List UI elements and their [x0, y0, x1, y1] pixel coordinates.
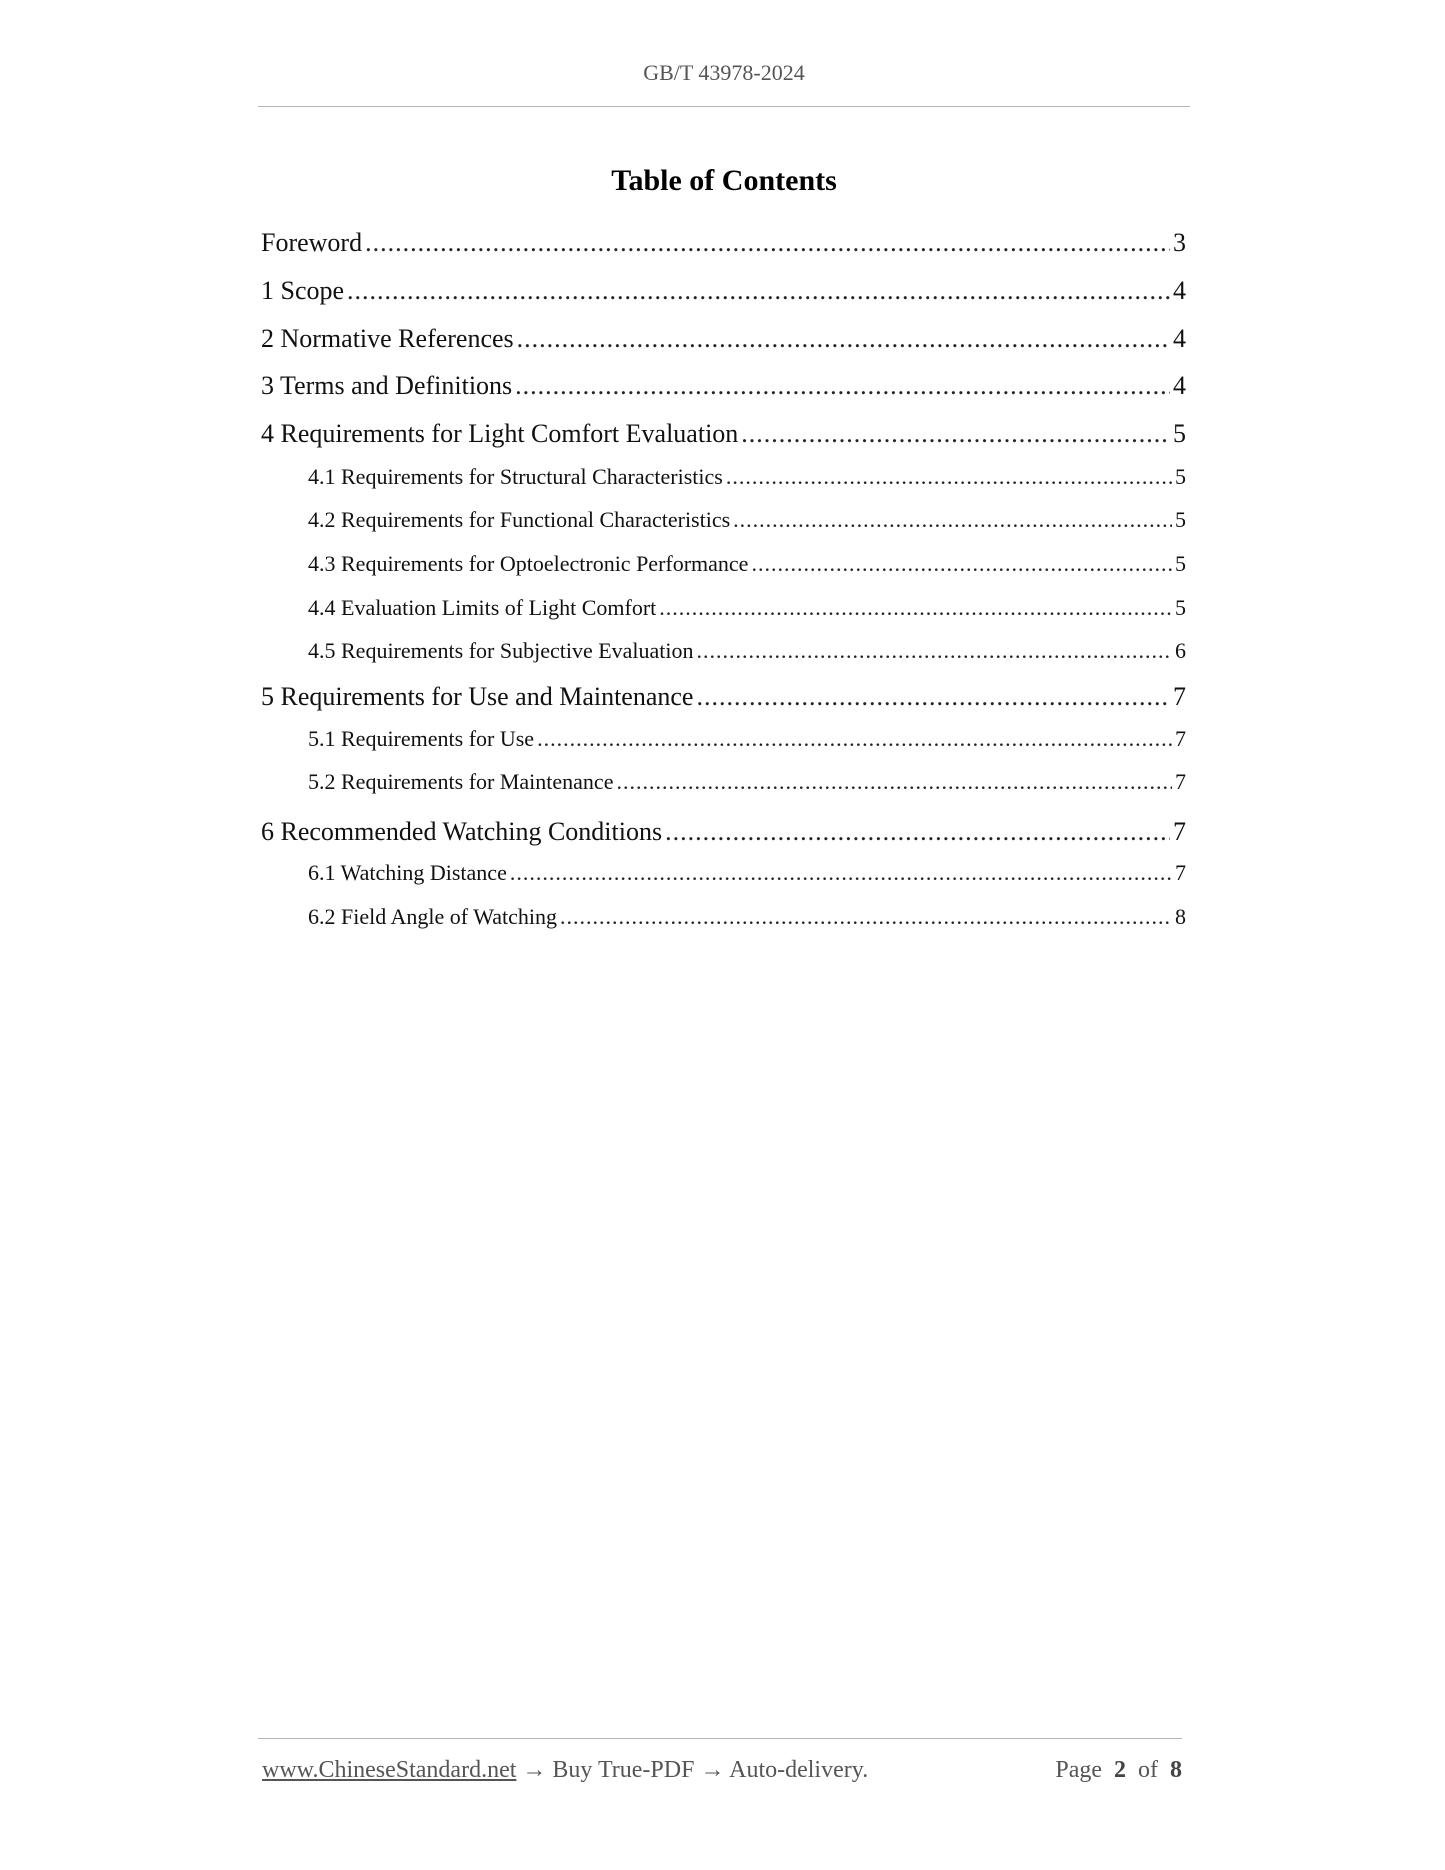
toc-entry-page: 5: [1175, 507, 1186, 532]
toc-entry[interactable]: [261, 419, 1186, 449]
toc-entry[interactable]: [308, 595, 1186, 621]
toc-entry[interactable]: [308, 726, 1186, 752]
toc-entry[interactable]: [308, 464, 1186, 490]
toc-dot-leader: [510, 860, 1172, 886]
toc-dot-leader: [560, 904, 1172, 930]
toc-entry-page: 8: [1175, 904, 1186, 929]
footer-promo-text: → Buy True-PDF → Auto-delivery.: [516, 1757, 869, 1783]
toc-entry[interactable]: [261, 817, 1186, 847]
toc-entry-label: 4.5 Requirements for Subjective Evaluation: [308, 638, 694, 663]
toc-entry-label: 5.2 Requirements for Maintenance: [308, 769, 614, 794]
toc-dot-leader: [741, 419, 1170, 449]
page-number: [1055, 1757, 1182, 1784]
toc-dot-leader: [726, 464, 1172, 490]
toc-entry-page: 4: [1173, 371, 1186, 400]
toc-entry[interactable]: [308, 507, 1186, 533]
page-header: GB/T 43978-2024: [643, 60, 805, 85]
total-pages-number: 8: [1170, 1757, 1182, 1783]
toc-entry-label: Foreword: [261, 228, 363, 257]
toc-entry-page: 7: [1175, 769, 1186, 794]
toc-entry[interactable]: [261, 682, 1186, 712]
toc-entry-page: 5: [1175, 595, 1186, 620]
toc-dot-leader: [733, 507, 1172, 533]
toc-dot-leader: [751, 551, 1172, 577]
toc-entry-label: 4.2 Requirements for Functional Characteristics: [308, 507, 731, 532]
toc-entry-page: 7: [1175, 860, 1186, 885]
toc-entry-label: 4 Requirements for Light Comfort Evaluation: [261, 419, 739, 448]
toc-entry[interactable]: [261, 228, 1186, 258]
toc-dot-leader: [517, 324, 1170, 354]
toc-entry-label: 4.1 Requirements for Structural Characteristics: [308, 464, 723, 489]
toc-entry-page: 5: [1173, 419, 1186, 448]
website-link[interactable]: www.ChineseStandard.net: [262, 1757, 517, 1783]
toc-dot-leader: [659, 595, 1172, 621]
toc-entry[interactable]: [261, 371, 1186, 401]
toc-entry[interactable]: [261, 276, 1186, 306]
toc-entry[interactable]: [308, 904, 1186, 930]
toc-entry-label: 6.1 Watching Distance: [308, 860, 507, 885]
toc-entry-page: 3: [1173, 228, 1186, 257]
toc-entry-page: 7: [1173, 682, 1186, 711]
toc-entry-label: 6.2 Field Angle of Watching: [308, 904, 557, 929]
toc-dot-leader: [616, 769, 1172, 795]
toc-entry[interactable]: [308, 551, 1186, 577]
toc-entry-page: 7: [1175, 726, 1186, 751]
header-divider: [258, 106, 1190, 107]
toc-entry-page: 7: [1173, 817, 1186, 846]
footer-divider: [258, 1738, 1182, 1739]
toc-dot-leader: [697, 638, 1172, 664]
toc-entry-page: 5: [1175, 464, 1186, 489]
toc-dot-leader: [515, 371, 1170, 401]
toc-entry-label: 4.3 Requirements for Optoelectronic Performance: [308, 551, 749, 576]
toc-entry-label: 5 Requirements for Use and Maintenance: [261, 682, 694, 711]
toc-entry-label: 4.4 Evaluation Limits of Light Comfort: [308, 595, 657, 620]
toc-entry[interactable]: [308, 860, 1186, 886]
toc-title: Table of Contents: [611, 164, 837, 197]
footer-promo: [262, 1757, 868, 1784]
toc-dot-leader: [665, 817, 1170, 847]
toc-entry-label: 2 Normative References: [261, 324, 514, 353]
toc-entry-page: 4: [1173, 324, 1186, 353]
toc-entry[interactable]: [261, 324, 1186, 354]
toc-entry-page: 5: [1175, 551, 1186, 576]
current-page-number: 2: [1114, 1757, 1126, 1783]
toc-dot-leader: [347, 276, 1170, 306]
toc-entry-page: 4: [1173, 276, 1186, 305]
toc-entry-label: 3 Terms and Definitions: [261, 371, 513, 400]
toc-entry-label: 5.1 Requirements for Use: [308, 726, 535, 751]
toc-dot-leader: [696, 682, 1170, 712]
page-word: Page: [1055, 1757, 1102, 1783]
toc-entry[interactable]: [308, 638, 1186, 664]
toc-entry[interactable]: [308, 769, 1186, 795]
of-word: of: [1138, 1757, 1158, 1783]
toc-entry-page: 6: [1175, 638, 1186, 663]
toc-dot-leader: [537, 726, 1172, 752]
toc-entry-label: 6 Recommended Watching Conditions: [261, 817, 663, 846]
toc-dot-leader: [365, 228, 1170, 258]
toc-entry-label: 1 Scope: [261, 276, 345, 305]
